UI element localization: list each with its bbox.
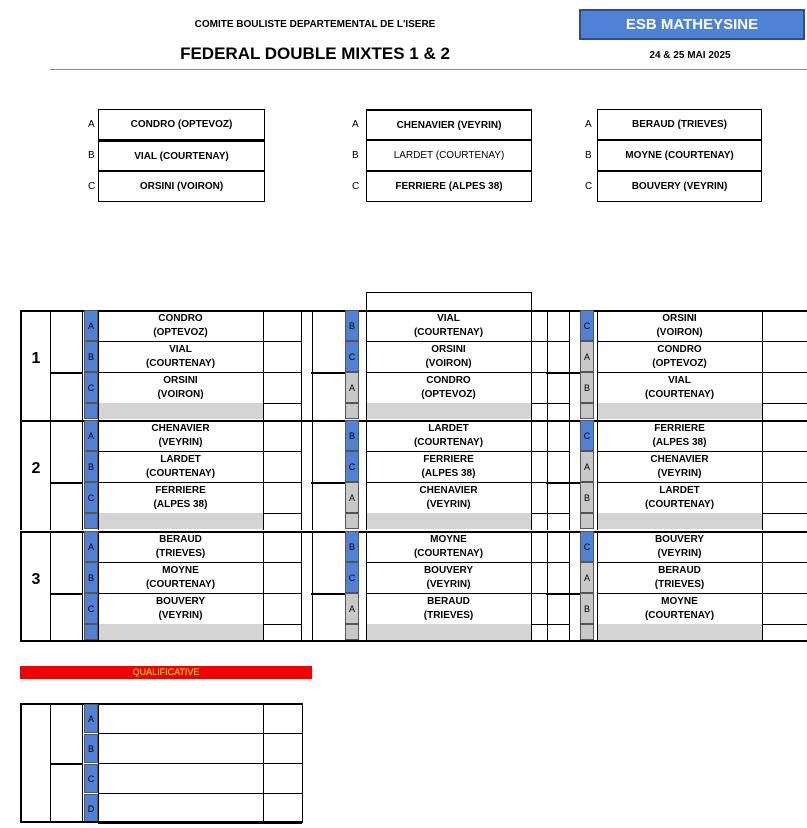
grid-line: [597, 451, 762, 452]
team-name: BOUVERY: [654, 534, 705, 545]
grid-line: [263, 420, 264, 530]
grid-line: [263, 531, 264, 641]
grid-line: [597, 341, 762, 342]
team-name: CONDRO: [657, 344, 702, 355]
pool-team-box: MOYNE (COURTENAY): [597, 140, 762, 171]
team-name-cell: [98, 484, 263, 513]
grid-line: [263, 341, 301, 342]
pool-team-box: CONDRO (OPTEVOZ): [98, 109, 265, 140]
grid-line: [762, 451, 807, 452]
committee-title: COMITE BOULISTE DEPARTEMENTAL DE L'ISERE: [194, 19, 436, 30]
grid-line: [531, 624, 569, 625]
team-name-cell: [366, 453, 531, 482]
team-name: VIAL: [169, 344, 192, 355]
grid-line: [597, 482, 762, 483]
qual-grid-line: [50, 763, 82, 765]
grid-line: [98, 310, 99, 420]
team-club: (TRIEVES): [423, 610, 474, 621]
grid-line: [82, 531, 83, 641]
team-name: LARDET: [160, 454, 201, 465]
team-name-cell: [597, 595, 762, 624]
team-name: FERRIERE: [423, 454, 474, 465]
grid-line: [50, 310, 51, 420]
grid-line: [762, 403, 807, 404]
grid-line: [569, 531, 570, 641]
grid-line: [546, 593, 580, 595]
team-letter-badge: B: [345, 420, 359, 451]
team-letter-badge: A: [580, 451, 594, 482]
team-club: (COURTENAY): [413, 548, 484, 559]
empty-footer-row: [597, 624, 762, 640]
grid-line: [366, 310, 367, 420]
qual-grid-line: [20, 703, 22, 823]
pool-team-box: ORSINI (VOIRON): [98, 171, 265, 202]
grid-line: [547, 420, 548, 530]
grid-line: [20, 310, 22, 420]
grid-line: [98, 451, 263, 452]
grid-line: [263, 562, 301, 563]
grid-line: [50, 593, 82, 595]
team-club: (COURTENAY): [413, 327, 484, 338]
qual-grid-line: [302, 703, 303, 823]
pool-team-box: CHENAVIER (VEYRIN): [366, 109, 532, 140]
team-club: (ALPES 38): [153, 499, 208, 510]
empty-footer-row: [597, 403, 762, 419]
club-banner: ESB MATHEYSINE: [579, 9, 805, 40]
grid-line: [366, 451, 531, 452]
grid-line: [762, 624, 807, 625]
pool-team-letter: B: [352, 150, 359, 161]
grid-line: [762, 513, 807, 514]
team-name: BERAUD: [159, 534, 202, 545]
grid-line: [569, 310, 570, 420]
grid-line: [98, 341, 263, 342]
team-letter-badge: C: [345, 451, 359, 482]
team-letter-badge: B: [345, 531, 359, 562]
team-letter-badge: C: [580, 420, 594, 451]
grid-line: [531, 513, 569, 514]
footer-badge: [84, 513, 98, 529]
event-dates: 24 & 25 MAI 2025: [649, 50, 731, 61]
team-club: (COURTENAY): [145, 468, 216, 479]
team-letter-badge: A: [345, 593, 359, 624]
group-number: 3: [31, 571, 41, 588]
team-name-cell: [366, 484, 531, 513]
team-letter-badge: B: [84, 451, 98, 482]
team-letter-badge: A: [580, 341, 594, 372]
footer-badge: [580, 624, 594, 640]
team-name-cell: [597, 312, 762, 341]
team-name: VIAL: [437, 313, 460, 324]
team-club: (OPTEVOZ): [652, 358, 707, 369]
team-club: (VEYRIN): [426, 499, 471, 510]
empty-footer-row: [98, 403, 263, 419]
team-club: (ALPES 38): [652, 437, 707, 448]
team-club: (OPTEVOZ): [421, 389, 476, 400]
grid-line: [98, 372, 263, 373]
grid-line: [20, 640, 807, 642]
team-name-cell: [98, 374, 263, 403]
grid-line: [366, 372, 531, 373]
team-club: (VEYRIN): [426, 579, 471, 590]
team-letter-badge: A: [345, 372, 359, 403]
team-name: ORSINI: [431, 344, 466, 355]
team-club: (COURTENAY): [644, 499, 715, 510]
grid-line: [263, 403, 301, 404]
grid-line: [311, 482, 345, 484]
team-letter-badge: B: [345, 310, 359, 341]
team-name-cell: [366, 564, 531, 593]
team-name: CHENAVIER: [419, 485, 478, 496]
team-name: BERAUD: [427, 596, 470, 607]
team-letter-badge: C: [84, 593, 98, 624]
grid-line: [263, 482, 301, 483]
pool-team-letter: C: [352, 181, 360, 192]
grid-line: [547, 531, 548, 641]
team-letter-badge: A: [580, 562, 594, 593]
event-title: FEDERAL DOUBLE MIXTES 1 & 2: [180, 44, 450, 63]
team-letter-badge: B: [580, 372, 594, 403]
footer-badge: [345, 513, 359, 529]
footer-badge: [580, 403, 594, 419]
group-number: 1: [31, 350, 41, 367]
grid-line: [98, 420, 99, 530]
team-name-cell: [98, 533, 263, 562]
grid-line: [531, 292, 532, 310]
pool-team-box: BOUVERY (VEYRIN): [597, 171, 762, 202]
qual-grid-line: [98, 793, 302, 794]
team-name-cell: [597, 453, 762, 482]
team-name-cell: [98, 312, 263, 341]
grid-line: [531, 420, 532, 530]
team-club: (OPTEVOZ): [153, 327, 208, 338]
team-name-cell: [597, 343, 762, 372]
empty-footer-row: [366, 403, 531, 419]
group-number: 2: [31, 460, 41, 477]
grid-line: [50, 482, 82, 484]
header-divider: [50, 69, 807, 70]
team-letter-badge: A: [84, 531, 98, 562]
grid-line: [597, 420, 598, 530]
team-name: LARDET: [659, 485, 700, 496]
team-letter-badge: C: [580, 310, 594, 341]
team-name-cell: [597, 533, 762, 562]
grid-line: [597, 310, 598, 420]
grid-line: [263, 451, 301, 452]
footer-badge: [580, 513, 594, 529]
team-name: MOYNE: [430, 534, 467, 545]
grid-line: [531, 403, 569, 404]
team-club: (VEYRIN): [657, 548, 702, 559]
empty-footer-row: [366, 624, 531, 640]
team-name-cell: [98, 343, 263, 372]
team-letter-badge: A: [84, 310, 98, 341]
team-name-cell: [597, 374, 762, 403]
pool-team-letter: A: [585, 119, 592, 130]
pool-team-letter: A: [88, 119, 95, 130]
grid-line: [597, 531, 598, 641]
grid-line: [263, 310, 264, 420]
grid-line: [301, 310, 302, 420]
pool-team-letter: C: [585, 181, 593, 192]
team-club: (COURTENAY): [145, 358, 216, 369]
team-name-cell: [366, 374, 531, 403]
team-letter-badge: C: [345, 562, 359, 593]
grid-line: [531, 562, 569, 563]
grid-line: [547, 310, 548, 420]
empty-footer-row: [597, 513, 762, 529]
qual-letter-badge: D: [84, 794, 98, 823]
team-letter-badge: C: [345, 341, 359, 372]
grid-line: [366, 292, 367, 310]
team-name-cell: [98, 564, 263, 593]
grid-line: [531, 310, 532, 420]
grid-line: [366, 593, 531, 594]
grid-line: [50, 420, 51, 530]
qual-letter-badge: B: [84, 734, 98, 763]
grid-line: [98, 531, 99, 641]
team-name: MOYNE: [661, 596, 698, 607]
grid-line: [50, 372, 82, 374]
grid-line: [366, 562, 531, 563]
grid-line: [312, 310, 313, 420]
team-name-cell: [366, 312, 531, 341]
grid-line: [366, 482, 531, 483]
team-name: CHENAVIER: [650, 454, 709, 465]
qual-grid-line: [98, 733, 302, 734]
grid-line: [569, 420, 570, 530]
grid-line: [762, 562, 807, 563]
pool-team-box: VIAL (COURTENAY): [98, 140, 265, 171]
team-club: (VEYRIN): [158, 437, 203, 448]
grid-line: [312, 420, 313, 530]
team-name: CHENAVIER: [151, 423, 210, 434]
grid-line: [263, 593, 301, 594]
grid-line: [301, 420, 302, 530]
grid-line: [312, 531, 313, 641]
grid-line: [762, 531, 763, 641]
team-name-cell: [366, 533, 531, 562]
qual-grid-line: [20, 821, 303, 823]
grid-line: [762, 341, 807, 342]
empty-footer-row: [98, 513, 263, 529]
team-name: CONDRO: [158, 313, 203, 324]
team-name: CONDRO: [426, 375, 471, 386]
grid-line: [597, 593, 762, 594]
team-club: (COURTENAY): [413, 437, 484, 448]
grid-line: [762, 310, 763, 420]
team-name: VIAL: [668, 375, 691, 386]
qual-letter-badge: C: [84, 764, 98, 793]
grid-line: [82, 310, 83, 420]
team-name-cell: [366, 343, 531, 372]
grid-line: [50, 531, 51, 641]
grid-line: [263, 624, 301, 625]
footer-badge: [84, 403, 98, 419]
grid-line: [762, 482, 807, 483]
team-name-cell: [366, 422, 531, 451]
grid-line: [531, 341, 569, 342]
team-club: (ALPES 38): [421, 468, 476, 479]
pool-team-letter: B: [585, 150, 592, 161]
grid-line: [263, 372, 301, 373]
qual-grid-line: [98, 763, 302, 764]
team-name-cell: [597, 484, 762, 513]
qualificative-banner: QUALIFICATIVE: [20, 666, 312, 679]
team-name-cell: [597, 564, 762, 593]
grid-line: [98, 482, 263, 483]
grid-line: [263, 513, 301, 514]
team-name-cell: [98, 453, 263, 482]
pool-team-letter: B: [88, 150, 95, 161]
grid-line: [366, 420, 367, 530]
grid-line: [597, 562, 762, 563]
grid-line: [531, 531, 532, 641]
team-club: (COURTENAY): [644, 389, 715, 400]
grid-line: [546, 372, 580, 374]
team-name-cell: [597, 422, 762, 451]
team-name-cell: [98, 595, 263, 624]
team-name: BERAUD: [658, 565, 701, 576]
team-name: BOUVERY: [155, 596, 206, 607]
team-letter-badge: C: [580, 531, 594, 562]
grid-line: [98, 562, 263, 563]
team-name: ORSINI: [163, 375, 198, 386]
grid-line: [20, 420, 22, 530]
grid-line: [597, 372, 762, 373]
team-letter-badge: A: [84, 420, 98, 451]
empty-footer-row: [98, 624, 263, 640]
team-name: ORSINI: [662, 313, 697, 324]
footer-badge: [345, 403, 359, 419]
team-name: BOUVERY: [423, 565, 474, 576]
grid-line: [311, 593, 345, 595]
team-letter-badge: B: [580, 593, 594, 624]
team-letter-badge: C: [84, 482, 98, 513]
team-club: (VOIRON): [157, 389, 204, 400]
team-letter-badge: A: [345, 482, 359, 513]
pool-team-box: BERAUD (TRIEVES): [597, 109, 762, 140]
team-club: (TRIEVES): [155, 548, 206, 559]
team-letter-badge: C: [84, 372, 98, 403]
empty-footer-row: [366, 513, 531, 529]
grid-line: [531, 451, 569, 452]
team-club: (COURTENAY): [145, 579, 216, 590]
team-name: FERRIERE: [155, 485, 206, 496]
grid-line: [20, 531, 22, 641]
grid-line: [366, 341, 531, 342]
footer-badge: [345, 624, 359, 640]
team-name: MOYNE: [162, 565, 199, 576]
pool-team-box: LARDET (COURTENAY): [366, 140, 532, 171]
team-letter-badge: B: [84, 562, 98, 593]
team-club: (VOIRON): [656, 327, 703, 338]
grid-line: [546, 482, 580, 484]
footer-badge: [84, 624, 98, 640]
grid-line: [98, 593, 263, 594]
team-name: FERRIERE: [654, 423, 705, 434]
team-club: (VEYRIN): [158, 610, 203, 621]
team-letter-badge: B: [580, 482, 594, 513]
grid-line: [366, 531, 367, 641]
grid-line: [762, 420, 763, 530]
qual-grid-line: [20, 703, 303, 705]
grid-line: [301, 531, 302, 641]
pool-team-box: FERRIERE (ALPES 38): [366, 171, 532, 202]
pool-team-letter: C: [88, 181, 96, 192]
team-club: (TRIEVES): [654, 579, 705, 590]
grid-line: [82, 420, 83, 530]
team-club: (VOIRON): [425, 358, 472, 369]
team-name: LARDET: [428, 423, 469, 434]
grid-line: [366, 292, 532, 293]
grid-line: [762, 372, 807, 373]
qual-letter-badge: A: [84, 704, 98, 733]
team-name-cell: [366, 595, 531, 624]
team-club: (COURTENAY): [644, 610, 715, 621]
qual-grid-line: [98, 823, 302, 824]
grid-line: [762, 593, 807, 594]
qual-grid-line: [82, 703, 83, 823]
team-name-cell: [98, 422, 263, 451]
pool-team-letter: A: [352, 119, 359, 130]
team-letter-badge: B: [84, 341, 98, 372]
team-club: (VEYRIN): [657, 468, 702, 479]
grid-line: [311, 372, 345, 374]
